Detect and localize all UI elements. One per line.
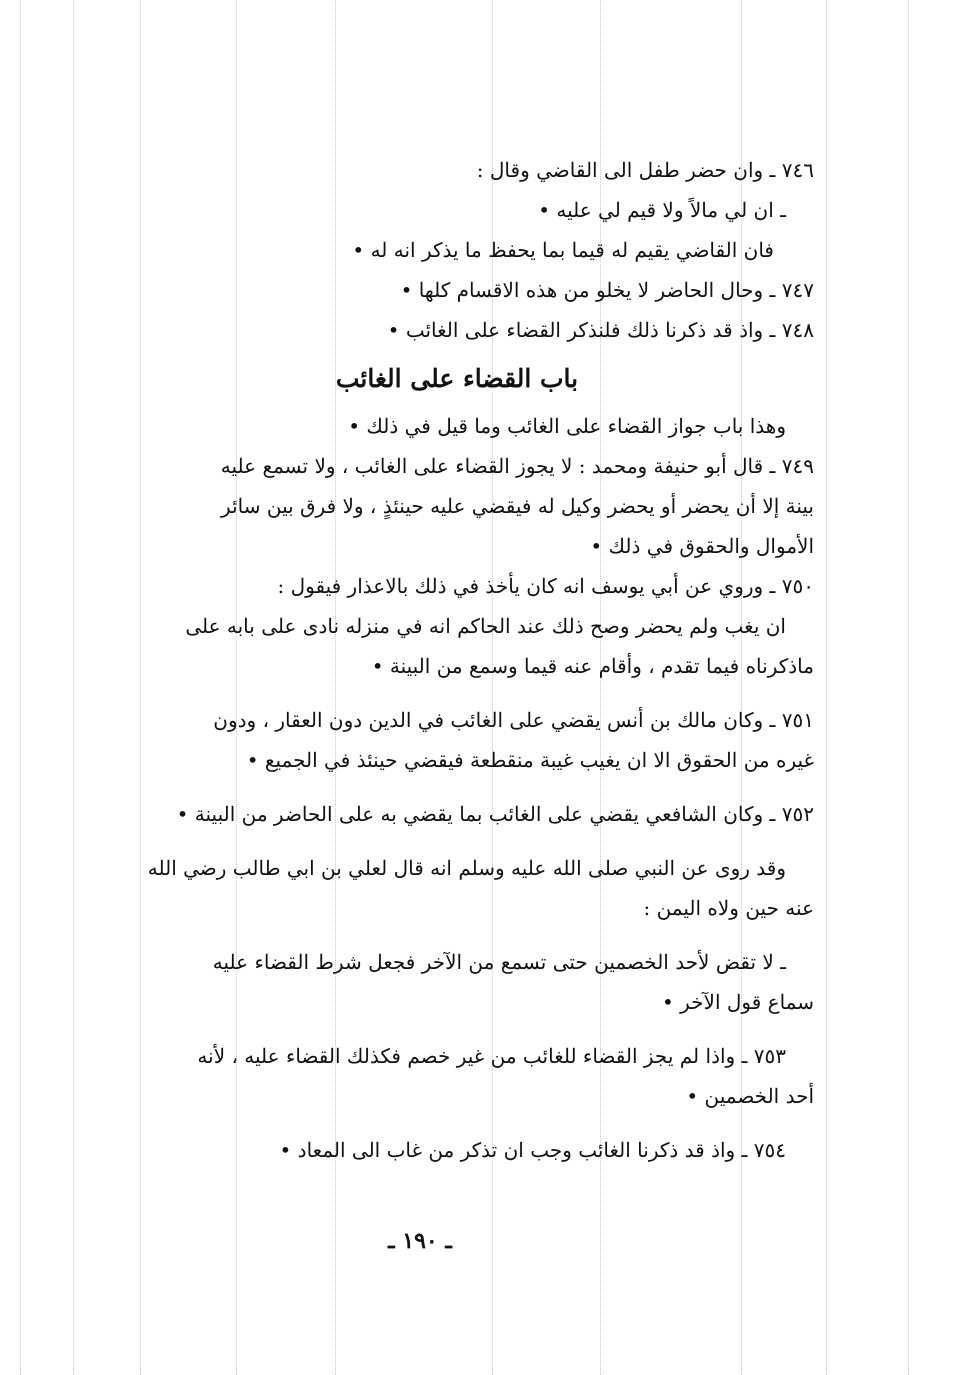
text-line: ٧٤٨ ـ واذ قد ذكرنا ذلك فلنذكر القضاء على الغائب •	[387, 318, 814, 342]
text-line: ـ ان لي مالاً ولا قيم لي عليه •	[538, 198, 786, 222]
text-line: فان القاضي يقيم له قيما بما يحفظ ما يذكر انه له •	[352, 238, 774, 262]
text-line: ان يغب ولم يحضر وصح ذلك عند الحاكم انه في منزله نادى على بابه على	[185, 614, 786, 638]
paragraph	[100, 942, 814, 1022]
text-line: ٧٤٩ ـ قال أبو حنيفة ومحمد : لا يجوز القضاء على الغائب ، ولا تسمع عليه	[220, 454, 814, 478]
text-line: ٧٥٤ ـ واذ قد ذكرنا الغائب وجب ان تذكر من غاب الى المعاد •	[279, 1138, 786, 1162]
page-dotted-guide	[20, 0, 21, 1375]
section-heading: باب القضاء على الغائب	[335, 364, 579, 393]
paragraph	[100, 1130, 814, 1170]
paragraph	[100, 406, 814, 686]
text-line: سماع قول الآخر •	[661, 990, 814, 1014]
paragraph	[100, 150, 814, 350]
paragraph	[100, 700, 814, 780]
text-line: وقد روى عن النبي صلى الله عليه وسلم انه قال لعلي بن ابي طالب رضي الله	[147, 856, 786, 880]
text-line: ٧٥٠ ـ وروي عن أبي يوسف انه كان يأخذ في ذلك بالاعذار فيقول :	[277, 574, 814, 598]
text-line: ٧٤٦ ـ وان حضر طفل الى القاضي وقال :	[476, 158, 814, 182]
text-line: ماذكرناه فيما تقدم ، وأقام عنه قيما وسمع من البينة •	[371, 654, 814, 678]
page-dotted-guide	[908, 0, 909, 1375]
page-dotted-guide	[826, 0, 827, 1375]
page-number: ـ ١٩٠ ـ	[388, 1228, 452, 1254]
text-line: بينة إلا أن يحضر أو يحضر وكيل له فيقضي عليه حينئذٍ ، ولا فرق بين سائر	[221, 494, 814, 518]
text-line: ٧٥٢ ـ وكان الشافعي يقضي على الغائب بما يقضي به على الحاضر من البينة •	[176, 802, 814, 826]
text-line: أحد الخصمين •	[686, 1084, 814, 1108]
text-line: ٧٤٧ ـ وحال الحاضر لا يخلو من هذه الاقسام كلها •	[400, 278, 814, 302]
text-line: عنه حين ولاه اليمن :	[643, 896, 814, 920]
page-body	[100, 150, 814, 1170]
paragraph	[100, 848, 814, 928]
text-line: ٧٥١ ـ وكان مالك بن أنس يقضي على الغائب في الدين دون العقار ، ودون	[213, 708, 814, 732]
text-line: ٧٥٣ ـ واذا لم يجز القضاء للغائب من غير خصم فكذلك القضاء عليه ، لأنه	[197, 1044, 786, 1068]
text-line: الأموال والحقوق في ذلك •	[590, 534, 814, 558]
text-line: وهذا باب جواز القضاء على الغائب وما قيل في ذلك •	[348, 414, 786, 438]
text-line: ـ لا تقض لأحد الخصمين حتى تسمع من الآخر فجعل شرط القضاء عليه	[212, 950, 786, 974]
paragraph	[100, 1036, 814, 1116]
page-dotted-guide	[73, 0, 74, 1375]
text-line: غيره من الحقوق الا ان يغيب غيبة منقطعة فيقضي حينئذ في الجميع •	[246, 748, 814, 772]
paragraph	[100, 794, 814, 834]
